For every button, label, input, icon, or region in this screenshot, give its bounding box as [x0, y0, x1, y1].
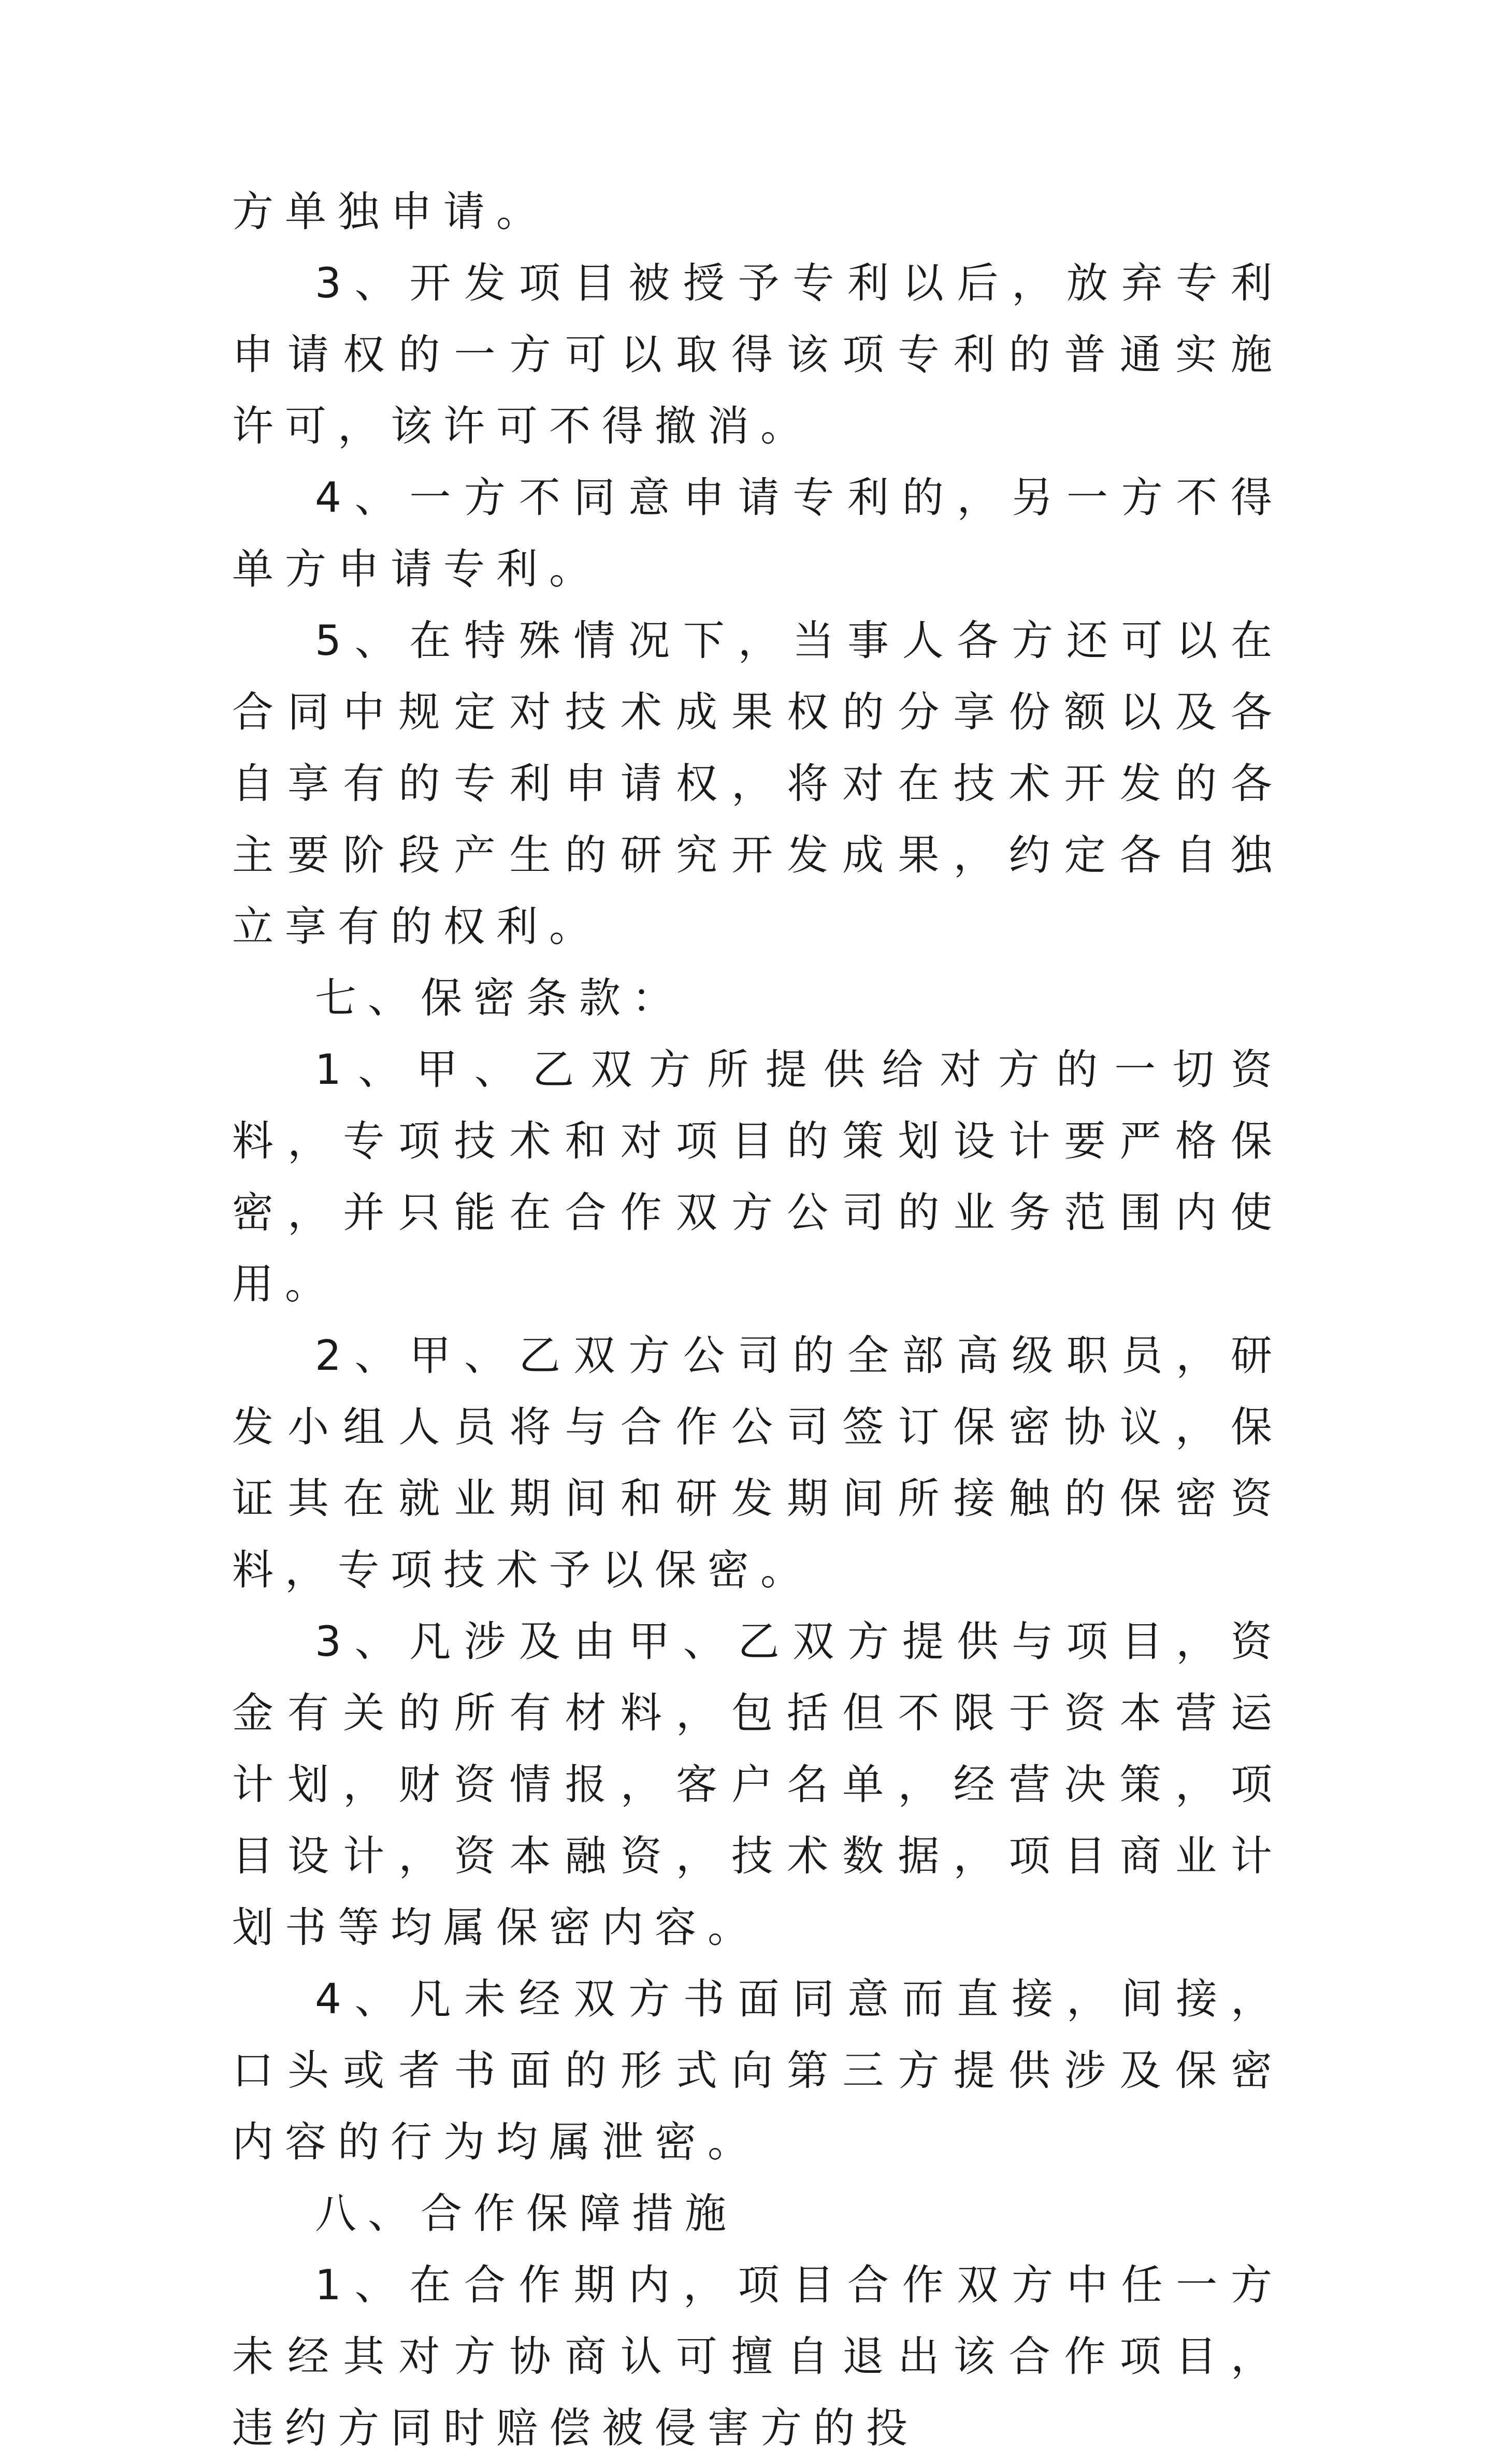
paragraph-1: 方单独申请。 [232, 188, 549, 236]
document-body [232, 176, 1284, 2464]
paragraph-2: 3、开发项目被授予专利以后，放弃专利申请权的一方可以取得该项专利的普通实施许可，该许可不得撤消。 [232, 259, 1284, 450]
paragraph-4: 5、在特殊情况下，当事人各方还可以在合同中规定对技术成果权的分享份额以及各自享有的专利申请权，将对在技术开发的各主要阶段产生的研究开发成果，约定各自独立享有的权利。 [232, 617, 1284, 951]
paragraph-8: 3、凡涉及由甲、乙双方提供与项目，资金有关的所有材料，包括但不限于资本营运计划，财资情报，客户名单，经营决策，项目设计，资本融资，技术数据，项目商业计划书等均属保密内容。 [232, 1617, 1284, 1952]
paragraph-11: 1、在合作期内，项目合作双方中任一方未经其对方协商认可擅自退出该合作项目，违约方同时赔偿被侵害方的投 [232, 2261, 1284, 2452]
paragraph-6: 1、甲、乙双方所提供给对方的一切资料，专项技术和对项目的策划设计要严格保密，并只能在合作双方公司的业务范围内使用。 [232, 1045, 1284, 1308]
section-heading-7: 七、保密条款： [315, 974, 685, 1022]
paragraph-3: 4、一方不同意申请专利的，另一方不得单方申请专利。 [232, 474, 1284, 593]
paragraph-7: 2、甲、乙双方公司的全部高级职员，研发小组人员将与合作公司签订保密协议，保证其在就业期间和研发期间所接触的保密资料，专项技术予以保密。 [232, 1331, 1284, 1594]
section-heading-8: 八、合作保障措施 [315, 2189, 738, 2238]
paragraph-9: 4、凡未经双方书面同意而直接，间接，口头或者书面的形式向第三方提供涉及保密内容的行为均属泄密。 [232, 1975, 1284, 2166]
